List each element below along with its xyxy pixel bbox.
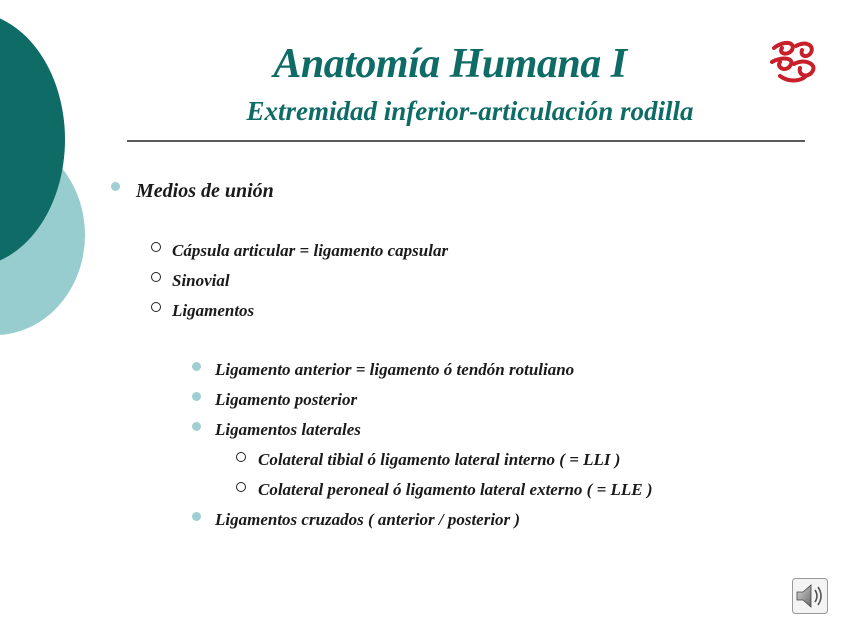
list-item-level3: Ligamentos laterales xyxy=(215,420,361,439)
bullet-ring xyxy=(236,482,246,492)
list-item-level2: Ligamentos xyxy=(172,301,255,320)
list-item-level4: Colateral tibial ó ligamento lateral interno ( = LLI ) xyxy=(258,450,621,469)
bullet-dot xyxy=(111,182,120,191)
list-item-level3: Ligamentos cruzados ( anterior / posterior ) xyxy=(215,510,521,529)
bullet-ring xyxy=(151,302,161,312)
list-item-level3: Ligamento posterior xyxy=(215,390,358,409)
list-item-level2: Sinovial xyxy=(172,271,230,290)
bullet-dot xyxy=(192,362,201,371)
list-item-level4: Colateral peroneal ó ligamento lateral externo ( = LLE ) xyxy=(258,480,653,499)
red-swirl-logo-icon xyxy=(766,38,820,84)
speaker-icon[interactable] xyxy=(792,578,828,614)
bullet-ring xyxy=(151,272,161,282)
bullet-dot xyxy=(192,512,201,521)
bullet-ring xyxy=(236,452,246,462)
title-divider xyxy=(127,140,805,142)
list-item-level2: Cápsula articular = ligamento capsular xyxy=(172,241,449,260)
slide-subtitle: Extremidad inferior-articulación rodilla xyxy=(246,96,694,126)
slide-title: Anatomía Humana I xyxy=(273,41,627,87)
bullet-dot xyxy=(192,392,201,401)
bullet-dot xyxy=(192,422,201,431)
list-item-level1: Medios de unión xyxy=(136,180,274,202)
bullet-ring xyxy=(151,242,161,252)
list-item-level3: Ligamento anterior = ligamento ó tendón rotuliano xyxy=(215,360,575,379)
